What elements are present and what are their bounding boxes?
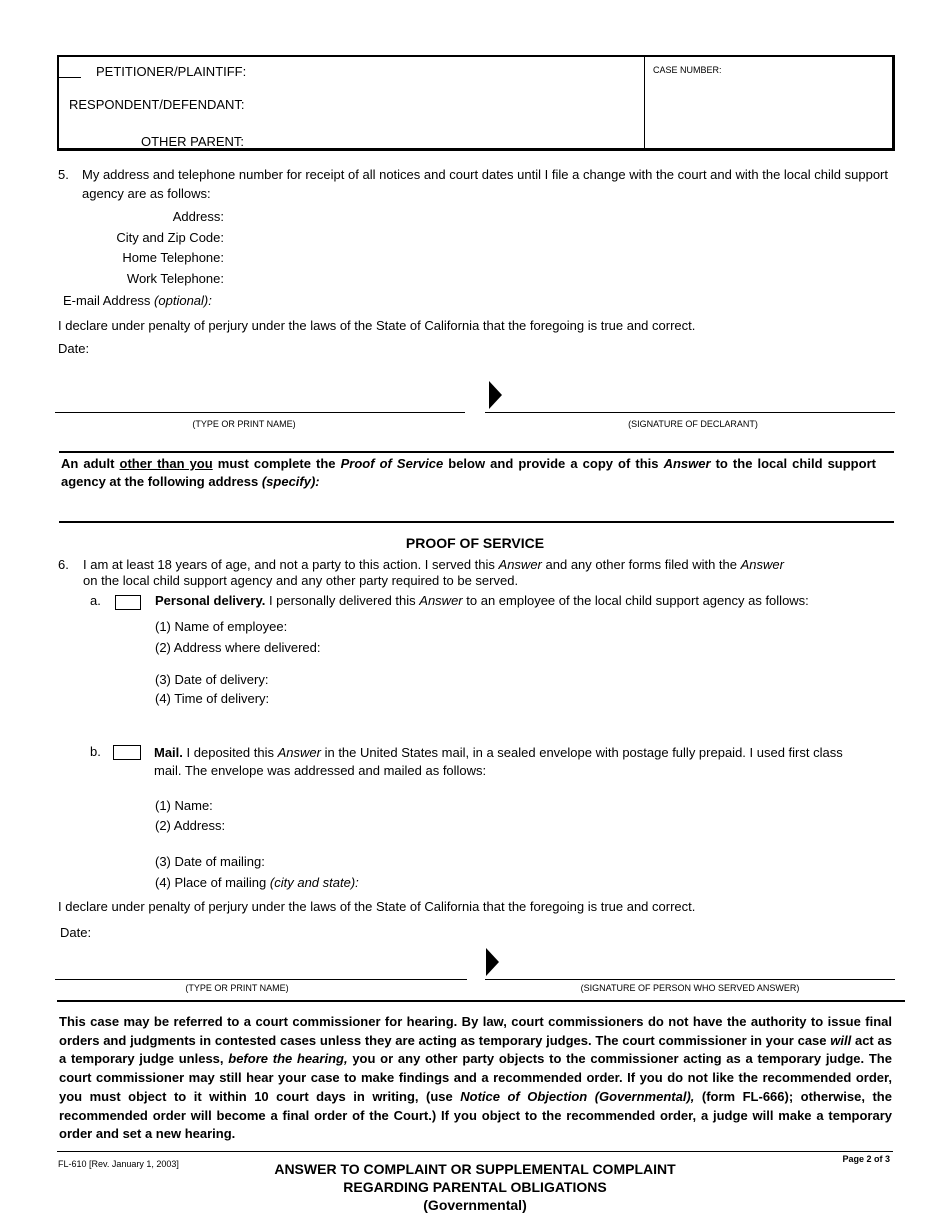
item-a-letter: a. bbox=[90, 593, 101, 608]
signature2-line bbox=[485, 979, 895, 980]
item-b-letter: b. bbox=[90, 744, 101, 759]
item5-number: 5. bbox=[58, 167, 69, 182]
signature-line bbox=[485, 412, 895, 413]
commissioner-text-4: (form FL-666); otherwise, the recommended order will become a final order of the Court.) If you object to the recommended order, a judge will make a temporary order and set a new hearing. bbox=[59, 1088, 892, 1142]
mail-text-2: in the United States mail, in a sealed envelope with postage fully prepaid. I used first class bbox=[324, 745, 843, 760]
footer-title-2: REGARDING PARENTAL OBLIGATIONS bbox=[343, 1179, 607, 1195]
mail-item-1: (1) Name: bbox=[155, 798, 213, 813]
name-line bbox=[55, 412, 465, 413]
caption-mark bbox=[59, 77, 81, 78]
date2-label: Date: bbox=[60, 925, 92, 940]
commissioner-notice-title: Notice of Objection (Governmental), bbox=[460, 1088, 695, 1104]
footer-rule bbox=[57, 1151, 893, 1152]
notice-part-7: to the local child support agency at the following address bbox=[61, 456, 876, 489]
commissioner-text-1: This case may be referred to a court commissioner for hearing. By law, court commissioners do not have the authority to issue final orders and judgments in contested cases unless they are acting as temporary judges. The court commissioner in your case bbox=[59, 1014, 892, 1048]
notice-part-3: must complete the bbox=[217, 456, 336, 471]
mail-text-3: mail. The envelope was addressed and mailed as follows: bbox=[154, 763, 487, 778]
notice-part-2: other than you bbox=[119, 456, 213, 471]
mail-item-4-text: (4) Place of mailing bbox=[155, 875, 267, 890]
personal-item-3: (3) Date of delivery: bbox=[155, 672, 269, 687]
personal-delivery-title: Personal delivery. bbox=[155, 593, 266, 608]
commissioner-notice bbox=[59, 1013, 892, 1144]
personal-delivery-text bbox=[155, 593, 809, 608]
commissioner-before: before the hearing, bbox=[228, 1051, 348, 1067]
personal-delivery-text-2: to an employee of the local child support agency as follows: bbox=[466, 593, 809, 608]
name2-line bbox=[55, 979, 467, 980]
signature-arrow-icon bbox=[489, 381, 502, 409]
item6-intro bbox=[83, 557, 784, 572]
notice-part-5: below and provide a copy of this bbox=[448, 456, 659, 471]
page-number: Page 2 of 3 bbox=[842, 1154, 890, 1164]
item6-intro-answer2: Answer bbox=[740, 557, 784, 572]
notice-part-8: (specify): bbox=[261, 473, 320, 489]
item6-intro-2: and any other forms filed with the bbox=[545, 557, 738, 572]
email-optional: (optional): bbox=[154, 293, 212, 308]
personal-delivery-answer: Answer bbox=[419, 593, 463, 608]
mail-text-1: I deposited this bbox=[186, 745, 274, 760]
commissioner-text-3: you or any other party objects to the commissioner acting as a temporary judge. The court commissioner may still hear your case to make findings and a recommended order. If you do not like the recommended order, you must object to it within 10 court days in writing, (use bbox=[59, 1051, 892, 1104]
case-number-label: CASE NUMBER: bbox=[653, 65, 722, 75]
item6-intro-3: on the local child support agency and any other party required to be served. bbox=[83, 573, 519, 588]
declaration-text: I declare under penalty of perjury under the laws of the State of California that the foregoing is true and correct. bbox=[58, 318, 696, 333]
item6-intro-answer: Answer bbox=[498, 557, 542, 572]
personal-delivery-text-1: I personally delivered this bbox=[268, 593, 416, 608]
item6-number: 6. bbox=[58, 557, 69, 572]
commissioner-top-rule bbox=[57, 1000, 905, 1002]
mail-item-4 bbox=[155, 875, 359, 890]
personal-delivery-checkbox[interactable] bbox=[115, 595, 141, 610]
personal-item-4: (4) Time of delivery: bbox=[155, 691, 270, 706]
name-caption: (TYPE OR PRINT NAME) bbox=[192, 419, 296, 429]
respondent-label: RESPONDENT/DEFENDANT: bbox=[69, 97, 245, 112]
item5-text: My address and telephone number for receipt of all notices and court dates until I file a change with the court and with the local child support agency are as follows: bbox=[82, 167, 888, 201]
email-label bbox=[63, 293, 212, 308]
signature-caption: (SIGNATURE OF DECLARANT) bbox=[628, 419, 758, 429]
personal-item-1: (1) Name of employee: bbox=[155, 619, 288, 634]
signature2-arrow-icon bbox=[486, 948, 499, 976]
signature2-caption: (SIGNATURE OF PERSON WHO SERVED ANSWER) bbox=[580, 983, 800, 993]
form-id: FL-610 [Rev. January 1, 2003] bbox=[58, 1159, 179, 1169]
case-number-divider bbox=[644, 55, 645, 151]
proof-of-service-title: PROOF OF SERVICE bbox=[405, 535, 545, 551]
mail-answer: Answer bbox=[277, 745, 321, 760]
notice-part-6: Answer bbox=[663, 456, 711, 471]
footer-title-1: ANSWER TO COMPLAINT OR SUPPLEMENTAL COMPLAINT bbox=[274, 1161, 676, 1177]
mail-item-3: (3) Date of mailing: bbox=[155, 854, 265, 869]
notice-bottom-rule bbox=[59, 521, 894, 523]
proof-notice bbox=[61, 455, 876, 490]
commissioner-text-2: act as a temporary judge unless, bbox=[59, 1032, 892, 1067]
address-label: Address: bbox=[172, 209, 224, 224]
mail-item-4-italic: (city and state): bbox=[269, 875, 359, 890]
name2-caption: (TYPE OR PRINT NAME) bbox=[185, 983, 289, 993]
work-phone-label: Work Telephone: bbox=[126, 271, 224, 286]
mail-title: Mail. bbox=[154, 745, 183, 760]
mail-text bbox=[154, 745, 843, 760]
other-parent-label: OTHER PARENT: bbox=[141, 134, 245, 149]
notice-part-4: Proof of Service bbox=[340, 456, 444, 471]
petitioner-label: PETITIONER/PLAINTIFF: bbox=[96, 64, 247, 79]
item6-intro-1: I am at least 18 years of age, and not a party to this action. I served this bbox=[83, 557, 495, 572]
notice-top-rule bbox=[59, 451, 894, 453]
commissioner-will: will bbox=[830, 1032, 852, 1048]
city-zip-label: City and Zip Code: bbox=[116, 230, 224, 245]
mail-item-2: (2) Address: bbox=[155, 818, 226, 833]
date-label: Date: bbox=[58, 341, 90, 356]
mail-checkbox[interactable] bbox=[113, 745, 141, 760]
home-phone-label: Home Telephone: bbox=[122, 250, 224, 265]
personal-item-2: (2) Address where delivered: bbox=[155, 640, 321, 655]
declaration2-text: I declare under penalty of perjury under the laws of the State of California that the foregoing is true and correct. bbox=[58, 899, 696, 914]
footer-title-3: (Governmental) bbox=[423, 1197, 527, 1213]
email-label-text: E-mail Address bbox=[63, 293, 151, 308]
notice-part-1: An adult bbox=[61, 456, 115, 471]
